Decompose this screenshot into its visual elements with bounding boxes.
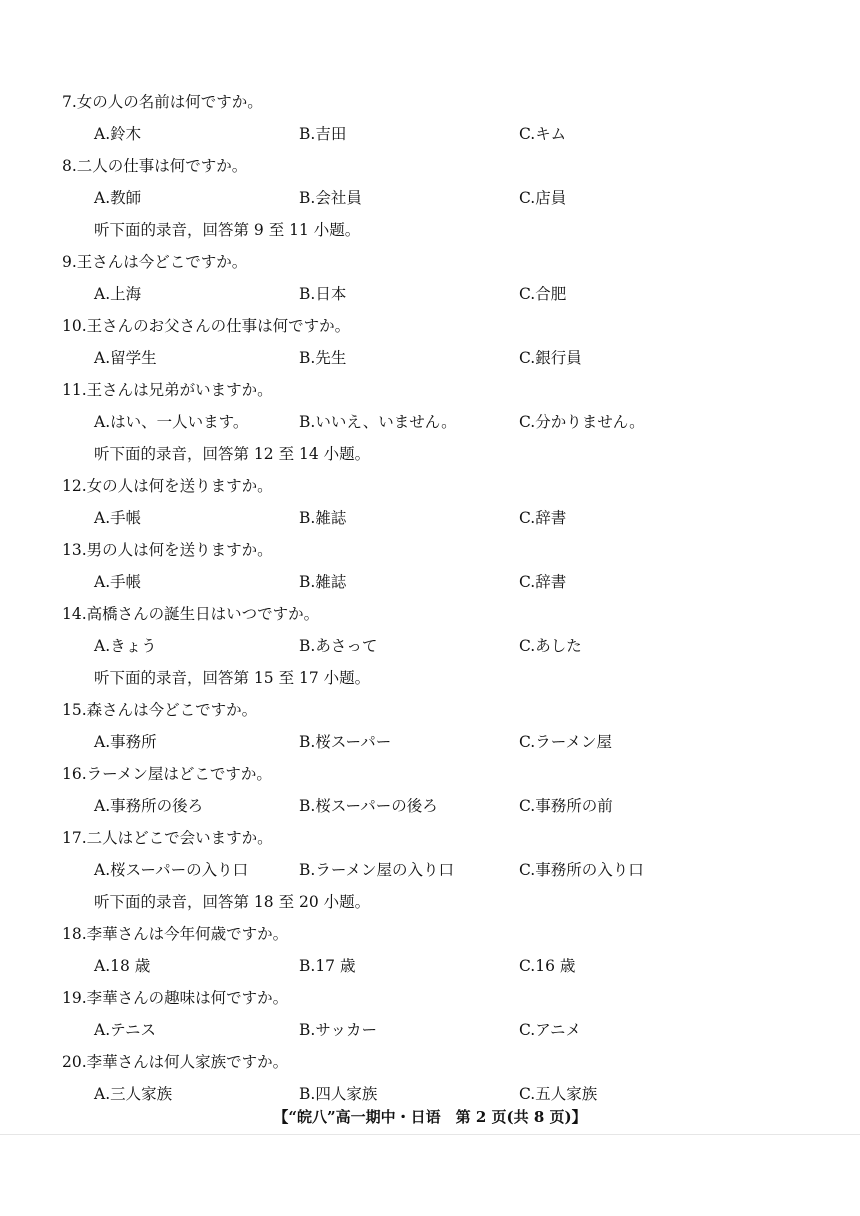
option-20-a: A.三人家族 bbox=[94, 1085, 173, 1103]
option-18-c: C.16 歳 bbox=[519, 957, 576, 975]
option-12-b: B.雑誌 bbox=[299, 509, 347, 527]
question-20: 20.李華さんは何人家族ですか。 bbox=[62, 1053, 289, 1071]
option-14-c: C.あした bbox=[519, 637, 582, 655]
option-15-a: A.事務所 bbox=[94, 733, 157, 751]
option-20-b: B.四人家族 bbox=[299, 1085, 378, 1103]
question-17: 17.二人はどこで会いますか。 bbox=[62, 829, 273, 847]
option-10-b: B.先生 bbox=[299, 349, 347, 367]
option-9-c: C.合肥 bbox=[519, 285, 567, 303]
option-9-b: B.日本 bbox=[299, 285, 347, 303]
question-18: 18.李華さんは今年何歳ですか。 bbox=[62, 925, 289, 943]
option-11-a: A.はい、一人います。 bbox=[94, 413, 249, 431]
option-13-c: C.辞書 bbox=[519, 573, 567, 591]
options-11 bbox=[0, 406, 860, 438]
instruction-12-14: 听下面的录音，回答第 12 至 14 小题。 bbox=[94, 445, 371, 463]
options-8 bbox=[0, 182, 860, 214]
option-10-a: A.留学生 bbox=[94, 349, 157, 367]
option-19-c: C.アニメ bbox=[519, 1021, 581, 1039]
option-8-b: B.会社員 bbox=[299, 189, 362, 207]
option-15-c: C.ラーメン屋 bbox=[519, 733, 612, 751]
options-10 bbox=[0, 342, 860, 374]
option-15-b: B.桜スーパー bbox=[299, 733, 392, 751]
option-8-a: A.教師 bbox=[94, 189, 142, 207]
option-13-b: B.雑誌 bbox=[299, 573, 347, 591]
option-10-c: C.銀行員 bbox=[519, 349, 582, 367]
question-9: 9.王さんは今どこですか。 bbox=[62, 253, 248, 271]
options-15 bbox=[0, 726, 860, 758]
options-9 bbox=[0, 278, 860, 310]
question-16: 16.ラーメン屋はどこですか。 bbox=[62, 765, 272, 783]
question-11: 11.王さんは兄弟がいますか。 bbox=[62, 381, 273, 399]
option-12-c: C.辞書 bbox=[519, 509, 567, 527]
option-16-a: A.事務所の後ろ bbox=[94, 797, 204, 815]
option-11-b: B.いいえ、いません。 bbox=[299, 413, 457, 431]
question-13: 13.男の人は何を送りますか。 bbox=[62, 541, 273, 559]
instruction-15-17: 听下面的录音，回答第 15 至 17 小题。 bbox=[94, 669, 371, 687]
option-11-c: C.分かりません。 bbox=[519, 413, 645, 431]
options-7 bbox=[0, 118, 860, 150]
options-19 bbox=[0, 1014, 860, 1046]
instruction-9-11: 听下面的录音，回答第 9 至 11 小题。 bbox=[94, 221, 361, 239]
option-14-a: A.きょう bbox=[94, 637, 157, 655]
options-14 bbox=[0, 630, 860, 662]
option-19-a: A.テニス bbox=[94, 1021, 157, 1039]
question-7: 7.女の人の名前は何ですか。 bbox=[62, 93, 263, 111]
option-7-b: B.吉田 bbox=[299, 125, 347, 143]
option-12-a: A.手帳 bbox=[94, 509, 142, 527]
option-18-a: A.18 歳 bbox=[94, 957, 151, 975]
option-13-a: A.手帳 bbox=[94, 573, 142, 591]
option-17-a: A.桜スーパーの入り口 bbox=[94, 861, 249, 879]
option-14-b: B.あさって bbox=[299, 637, 378, 655]
question-12: 12.女の人は何を送りますか。 bbox=[62, 477, 273, 495]
question-19: 19.李華さんの趣味は何ですか。 bbox=[62, 989, 289, 1007]
options-17 bbox=[0, 854, 860, 886]
option-16-b: B.桜スーパーの後ろ bbox=[299, 797, 438, 815]
options-12 bbox=[0, 502, 860, 534]
question-8: 8.二人の仕事は何ですか。 bbox=[62, 157, 248, 175]
question-14: 14.高橋さんの誕生日はいつですか。 bbox=[62, 605, 320, 623]
option-7-a: A.鈴木 bbox=[94, 125, 142, 143]
footer-divider bbox=[0, 1134, 860, 1135]
option-17-b: B.ラーメン屋の入り口 bbox=[299, 861, 455, 879]
question-10: 10.王さんのお父さんの仕事は何ですか。 bbox=[62, 317, 351, 335]
option-8-c: C.店員 bbox=[519, 189, 567, 207]
option-17-c: C.事務所の入り口 bbox=[519, 861, 644, 879]
option-18-b: B.17 歳 bbox=[299, 957, 356, 975]
options-13 bbox=[0, 566, 860, 598]
option-20-c: C.五人家族 bbox=[519, 1085, 598, 1103]
option-7-c: C.キム bbox=[519, 125, 567, 143]
option-9-a: A.上海 bbox=[94, 285, 142, 303]
instruction-18-20: 听下面的录音，回答第 18 至 20 小题。 bbox=[94, 893, 371, 911]
option-16-c: C.事務所の前 bbox=[519, 797, 613, 815]
option-19-b: B.サッカー bbox=[299, 1021, 378, 1039]
options-16 bbox=[0, 790, 860, 822]
question-15: 15.森さんは今どこですか。 bbox=[62, 701, 258, 719]
options-18 bbox=[0, 950, 860, 982]
page-footer: 【“皖八”高一期中・日语 第 2 页(共 8 页)】 bbox=[273, 1108, 587, 1126]
